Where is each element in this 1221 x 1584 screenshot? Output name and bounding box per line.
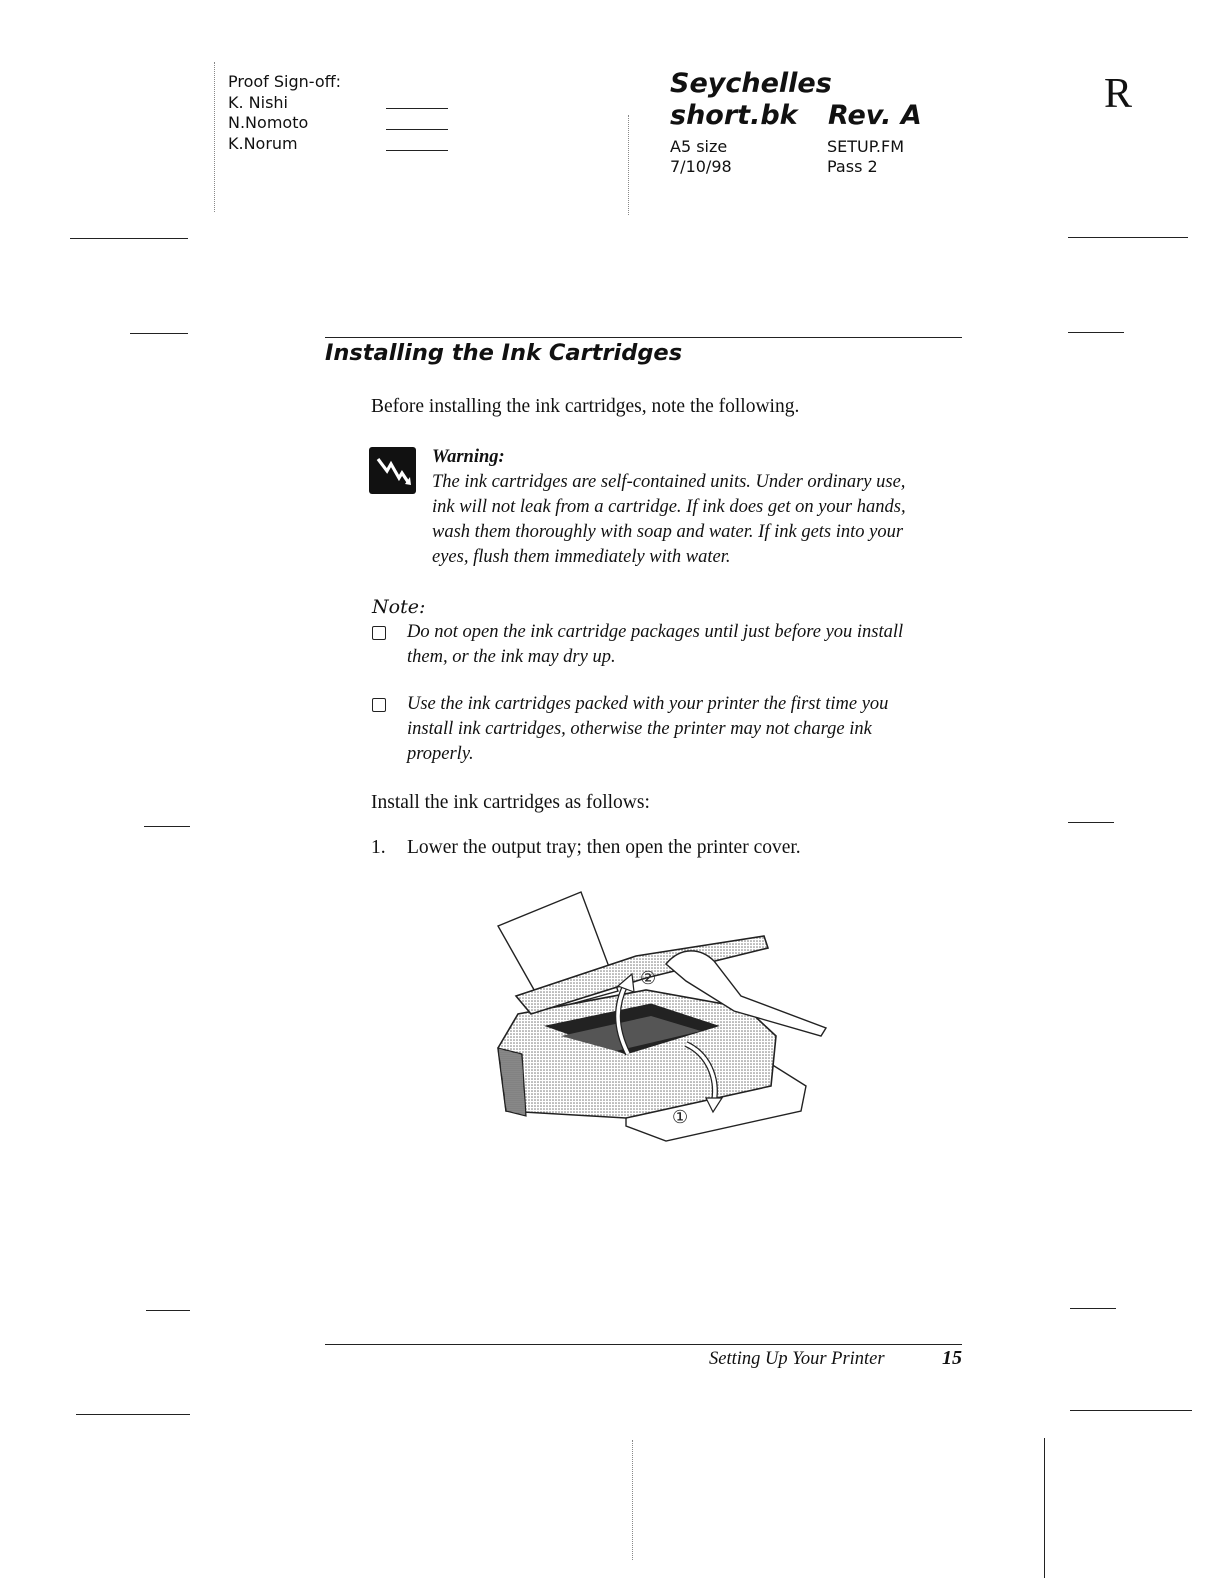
doc-date: 7/10/98 (670, 157, 732, 176)
crop-mark (146, 1310, 190, 1311)
footer-rule (325, 1344, 962, 1345)
checkbox-bullet-icon (372, 626, 386, 640)
note-line: properly. (407, 744, 474, 764)
crop-mark (144, 826, 190, 827)
warning-text (432, 470, 906, 570)
crop-mark (1070, 1308, 1116, 1309)
warning-line: eyes, flush them immediately with water. (432, 547, 731, 567)
doc-size: A5 size (670, 137, 728, 156)
crop-mark (1068, 332, 1124, 333)
checkbox-bullet-icon (372, 698, 386, 712)
doc-revision: Rev. A (828, 100, 922, 131)
doc-file: SETUP.FM (827, 137, 904, 156)
warning-icon (369, 447, 416, 494)
section-heading: Installing the Ink Cartridges (325, 340, 683, 366)
page-number: 15 (942, 1347, 962, 1369)
margin-guide (628, 115, 629, 215)
crop-mark (1068, 237, 1188, 238)
margin-guide (1044, 1438, 1045, 1578)
margin-guide (632, 1440, 633, 1560)
warning-line: The ink cartridges are self-contained units. Under ordinary use, (432, 472, 906, 492)
corner-mark: R (1104, 71, 1133, 117)
note-title: Note: (372, 596, 426, 618)
step-text: Lower the output tray; then open the printer cover. (407, 837, 801, 858)
note-line: Do not open the ink cartridge packages until just before you install (407, 622, 904, 642)
warning-line: wash them thoroughly with soap and water. If ink gets into your (432, 522, 904, 542)
proof-label: Proof Sign-off: (228, 72, 342, 91)
warning-title: Warning: (432, 447, 505, 467)
printer-illustration (486, 886, 836, 1158)
steps-intro: Install the ink cartridges as follows: (371, 792, 650, 813)
proof-name: N.Nomoto (228, 113, 309, 132)
footer-chapter: Setting Up Your Printer (709, 1349, 885, 1369)
doc-title: Seychelles (670, 68, 832, 99)
signature-line (386, 150, 448, 151)
note-item (407, 620, 903, 670)
note-item (407, 692, 888, 767)
intro-paragraph: Before installing the ink cartridges, note the following. (371, 396, 800, 417)
signature-line (386, 129, 448, 130)
crop-mark (130, 333, 188, 334)
proof-signoff (228, 72, 341, 154)
doc-pass: Pass 2 (827, 157, 878, 176)
callout-2: ② (640, 968, 657, 989)
note-line: install ink cartridges, otherwise the printer may not charge ink (407, 719, 872, 739)
crop-mark (1068, 822, 1114, 823)
doc-filename: short.bk (670, 100, 798, 131)
step-number: 1. (371, 837, 386, 858)
margin-guide (214, 62, 215, 212)
callout-1: ① (672, 1107, 689, 1128)
crop-mark (70, 238, 188, 239)
crop-mark (76, 1414, 190, 1415)
signature-line (386, 108, 448, 109)
heading-rule (325, 337, 962, 338)
crop-mark (1070, 1410, 1192, 1411)
note-line: Use the ink cartridges packed with your printer the first time you (407, 694, 889, 714)
proof-name: K.Norum (228, 133, 298, 153)
note-line: them, or the ink may dry up. (407, 647, 616, 667)
warning-line: ink will not leak from a cartridge. If ink does get on your hands, (432, 497, 906, 517)
proof-name: K. Nishi (228, 92, 288, 112)
